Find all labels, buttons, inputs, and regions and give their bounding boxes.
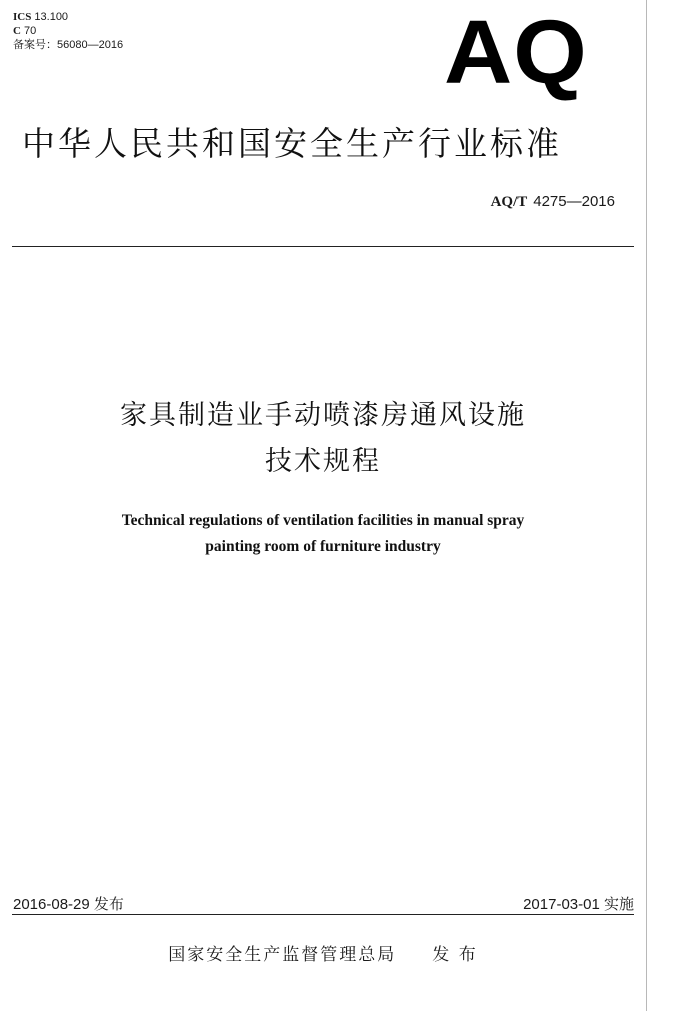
ics-code [13,10,123,24]
standard-number-value: 4275—2016 [533,193,615,210]
english-title-line-2: painting room of furniture industry [205,538,441,555]
top-divider [12,246,634,247]
class-value: 70 [24,25,37,37]
standard-category-title: 中华人民共和国安全生产行业标准 [22,124,562,163]
aq-logo: AQ [444,3,588,103]
english-title [0,508,646,560]
class-label: C [13,25,21,37]
issuer-name: 国家安全生产监督管理总局 [168,945,397,965]
english-title-line-1: Technical regulations of ventilation facilities in manual spray [121,512,525,529]
ics-value: 13.100 [34,11,69,23]
chinese-title-line-1: 家具制造业手动喷漆房通风设施 [120,400,526,431]
standard-number-prefix: AQ/T [490,194,528,210]
bottom-divider [12,914,634,915]
class-code [13,24,123,38]
implementation-date: 2017-03-01 实施 [523,896,634,913]
issue-word: 发 布 [432,945,478,965]
issue-date: 2016-08-29 发布 [13,896,124,913]
issuing-authority [0,940,646,965]
document-metadata [13,10,123,52]
filing-number: 备案号：56080—2016 [13,39,124,51]
ics-label: ICS [13,11,32,23]
chinese-title-line-2: 技术规程 [265,446,381,477]
standard-number [491,192,615,211]
page-edge-line [646,0,647,1011]
chinese-title [0,393,646,485]
